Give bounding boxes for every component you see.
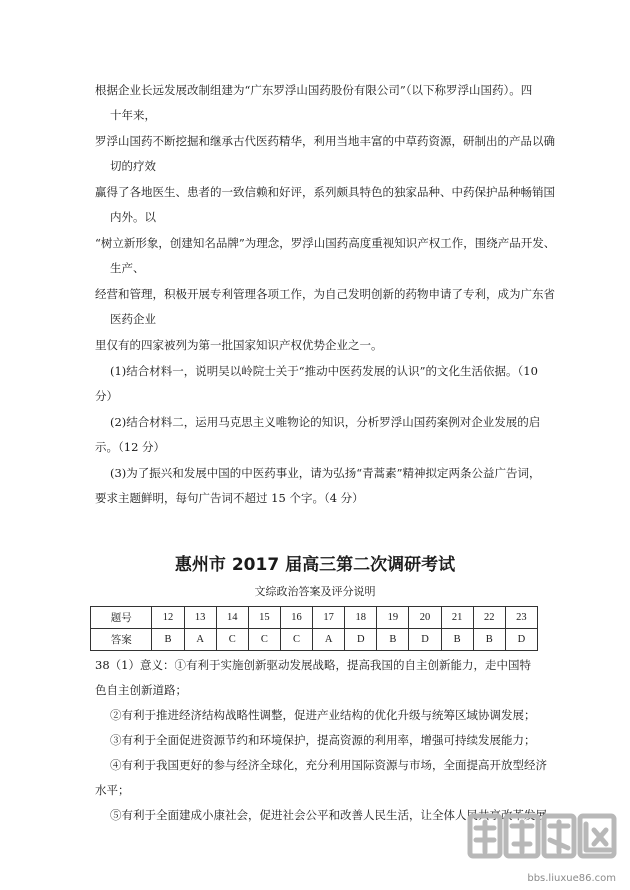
question-number-cell: 12 [152, 607, 184, 629]
question-line: (1)结合材料一，说明吴以岭院士关于“推动中医药发展的认识”的文化生活依据。（10 [110, 364, 538, 378]
material-line: 十年来， [110, 108, 156, 122]
table-header-cell: 题号 [91, 607, 152, 629]
answer-cell: D [505, 629, 537, 651]
answer-cell: D [345, 629, 377, 651]
material-line: 切的疗效 [110, 159, 156, 173]
question-line: (3)为了振兴和发展中国的中医药事业，请为弘扬“青蒿素”精神拟定两条公益广告词， [110, 466, 541, 480]
question-number-cell: 16 [280, 607, 312, 629]
question-line: (2)结合材料二，运用马克思主义唯物论的知识，分析罗浮山国药案例对企业发展的启 [110, 415, 541, 429]
question-number-cell: 14 [216, 607, 248, 629]
answer-cell: C [280, 629, 312, 651]
material-line: “树立新形象，创建知名品牌”为理念，罗浮山国药高度重视知识产权工作，围绕产品开发、 [95, 236, 556, 250]
answer-cell: C [216, 629, 248, 651]
answer-cell: C [248, 629, 280, 651]
table-row [91, 607, 538, 629]
question-line: 分） [95, 389, 118, 403]
question-line: 示。（12 分） [95, 440, 166, 454]
material-line: 里仅有的四家被列为第一批国家知识产权优势企业之一。 [95, 338, 383, 352]
question-number-cell: 23 [505, 607, 537, 629]
material-line: 内外。以 [110, 210, 156, 224]
explanation-line: ⑤有利于全面建成小康社会，促进社会公平和改善人民生活，让全体人民共享改革发展 [110, 808, 547, 822]
answer-cell: A [313, 629, 345, 651]
answer-cell: A [184, 629, 216, 651]
answer-table [90, 606, 538, 651]
material-line: 罗浮山国药不断挖掘和继承古代医药精华，利用当地丰富的中草药资源，研制出的产品以确 [95, 134, 555, 148]
explanation-line: 水平； [95, 783, 130, 797]
watermark-url: bbs.liuxue86.com [527, 873, 616, 884]
material-line: 经营和管理，积极开展专利管理各项工作，为自己发明创新的药物申请了专利，成为广东省 [95, 287, 555, 301]
answer-cell: B [473, 629, 505, 651]
answer-cell: B [377, 629, 409, 651]
question-number-cell: 19 [377, 607, 409, 629]
question-number-cell: 17 [313, 607, 345, 629]
explanation-line: ③有利于全面促进资源节约和环境保护，提高资源的利用率，增强可持续发展能力； [110, 733, 536, 747]
exam-title: 惠州市 2017 届高三第二次调研考试 [174, 555, 456, 575]
answer-cell: B [441, 629, 473, 651]
explanation-line: 38（1）意义：①有利于实施创新驱动发展战略，提高我国的自主创新能力，走中国特 [95, 658, 531, 672]
table-row [91, 629, 538, 651]
question-number-cell: 15 [248, 607, 280, 629]
material-line: 赢得了各地医生、患者的一致信赖和好评，系列颇具特色的独家品种、中药保护品种畅销国 [95, 185, 555, 199]
answer-cell: B [152, 629, 184, 651]
question-number-cell: 22 [473, 607, 505, 629]
exam-subtitle: 文综政治答案及评分说明 [254, 585, 376, 598]
material-line: 生产、 [110, 261, 145, 275]
material-line: 根据企业长远发展改制组建为“广东罗浮山国药股份有限公司”（以下称罗浮山国药）。四 [95, 83, 533, 97]
question-line: 要求主题鲜明，每句广告词不超过 15 个字。（4 分） [95, 491, 364, 505]
material-line: 医药企业 [110, 312, 156, 326]
question-number-cell: 21 [441, 607, 473, 629]
table-header-cell: 答案 [91, 629, 152, 651]
question-number-cell: 18 [345, 607, 377, 629]
explanation-line: 色自主创新道路； [95, 683, 187, 697]
question-number-cell: 13 [184, 607, 216, 629]
question-number-cell: 20 [409, 607, 441, 629]
watermark-logo [462, 804, 622, 884]
answer-cell: D [409, 629, 441, 651]
explanation-line: ②有利于推进经济结构战略性调整，促进产业结构的优化升级与统筹区域协调发展； [110, 708, 536, 722]
explanation-line: ④有利于我国更好的参与经济全球化，充分利用国际资源与市场，全面提高开放型经济 [110, 758, 547, 772]
